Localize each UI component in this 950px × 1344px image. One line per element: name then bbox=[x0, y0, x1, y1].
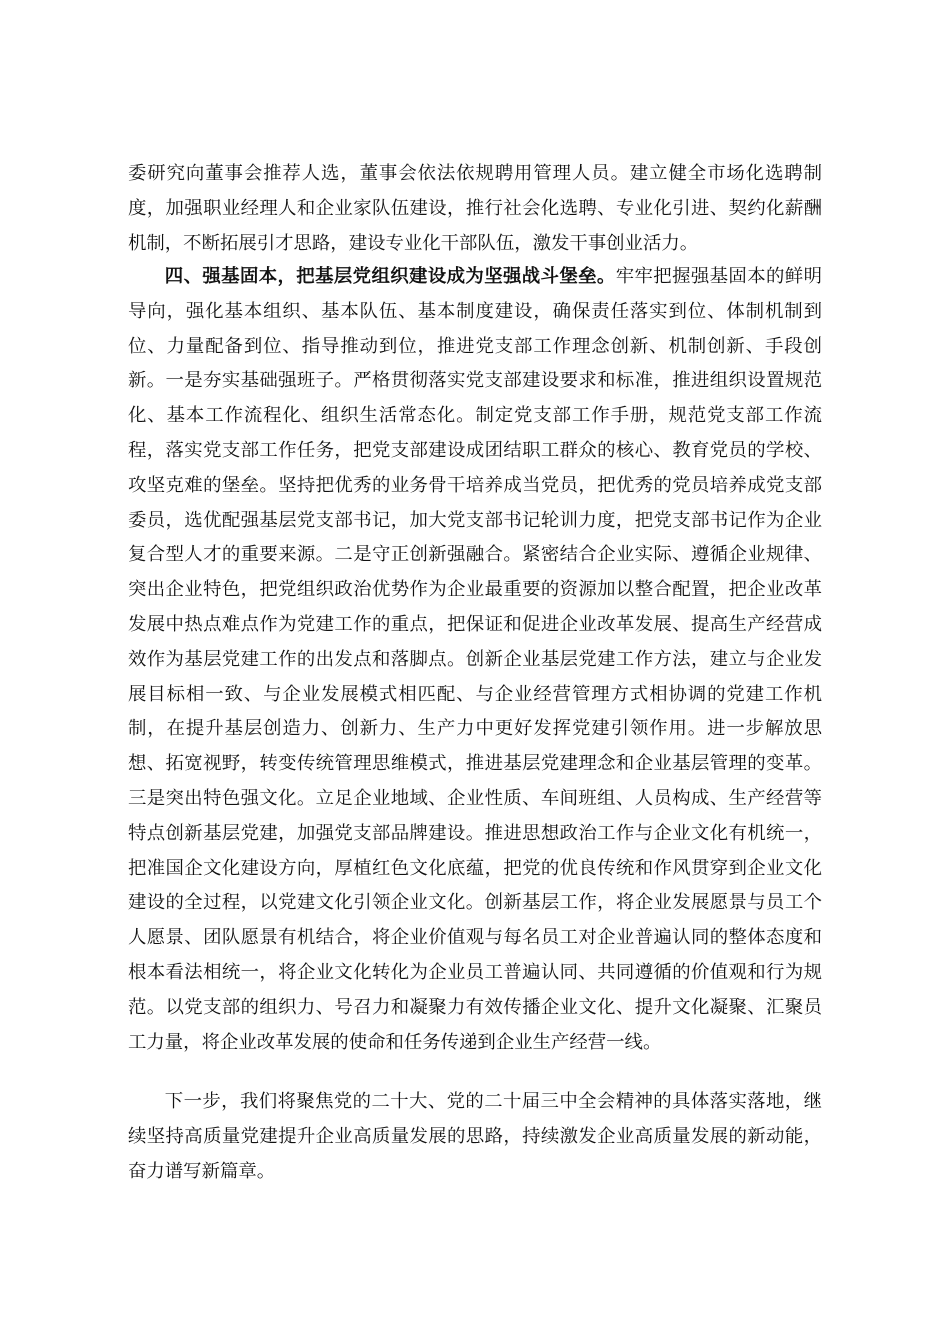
paragraph-body: 委研究向董事会推荐人选，董事会依法依规聘用管理人员。建立健全市场化选聘制度，加强职业经理人和企业家队伍建设，推行社会化选聘、专业化引进、契约化薪酬机制，不断拓展引才思路，建设专业化干部队伍，激发干事创业活力。 bbox=[128, 163, 822, 254]
section-heading: 四、强基固本，把基层党组织建设成为坚强战斗堡垒。 bbox=[164, 266, 616, 287]
paragraph-body: 下一步，我们将聚焦党的二十大、党的二十届三中全会精神的具体落实落地，继续坚持高质量党建提升企业高质量发展的思路，持续激发企业高质量发展的新动能，奋力谱写新篇章。 bbox=[128, 1091, 822, 1182]
paragraph-section-four bbox=[128, 260, 822, 1060]
paragraph-next-steps bbox=[128, 1085, 822, 1189]
paragraph-continuation bbox=[128, 157, 822, 261]
paragraph-body: 牢牢把握强基固本的鲜明导向，强化基本组织、基本队伍、基本制度建设，确保责任落实到位、体制机制到位、力量配备到位、指导推动到位，推进党支部工作理念创新、机制创新、手段创新。一是夯实基础强班子。严格贯彻落实党支部建设要求和标准，推进组织设置规范化、基本工作流程化、组织生活常态化。制定党支部工作手册，规范党支部工作流程，落实党支部工作任务，把党支部建设成团结职工群众的核心、教育党员的学校、攻坚克难的堡垒。坚持把优秀的业务骨干培养成当党员，把优秀的党员培养成党支部委员，选优配强基层党支部书记，加大党支部书记轮训力度，把党支部书记作为企业复合型人才的重要来源。二是守正创新强融合。紧密结合企业实际、遵循企业规律、突出企业特色，把党组织政治优势作为企业最重要的资源加以整合配置，把企业改革发展中热点难点作为党建工作的重点，把保证和促进企业改革发展、提高生产经营成效作为基层党建工作的出发点和落脚点。创新企业基层党建工作方法，建立与企业发展目标相一致、与企业发展模式相匹配、与企业经营管理方式相协调的党建工作机制，在提升基层创造力、创新力、生产力中更好发挥党建引领作用。进一步解放思想、拓宽视野，转变传统管理思维模式，推进基层党建理念和企业基层管理的变革。三是突出特色强文化。立足企业地域、企业性质、车间班组、人员构成、生产经营等特点创新基层党建，加强党支部品牌建设。推进思想政治工作与企业文化有机统一，把准国企文化建设方向，厚植红色文化底蕴，把党的优良传统和作风贯穿到企业文化建设的全过程，以党建文化引领企业文化。创新基层工作，将企业发展愿景与员工个人愿景、团队愿景有机结合，将企业价值观与每名员工对企业普遍认同的整体态度和根本看法相统一，将企业文化转化为企业员工普遍认同、共同遵循的价值观和行为规范。以党支部的组织力、号召力和凝聚力有效传播企业文化、提升文化凝聚、汇聚员工力量，将企业改革发展的使命和任务传递到企业生产经营一线。 bbox=[128, 266, 822, 1053]
